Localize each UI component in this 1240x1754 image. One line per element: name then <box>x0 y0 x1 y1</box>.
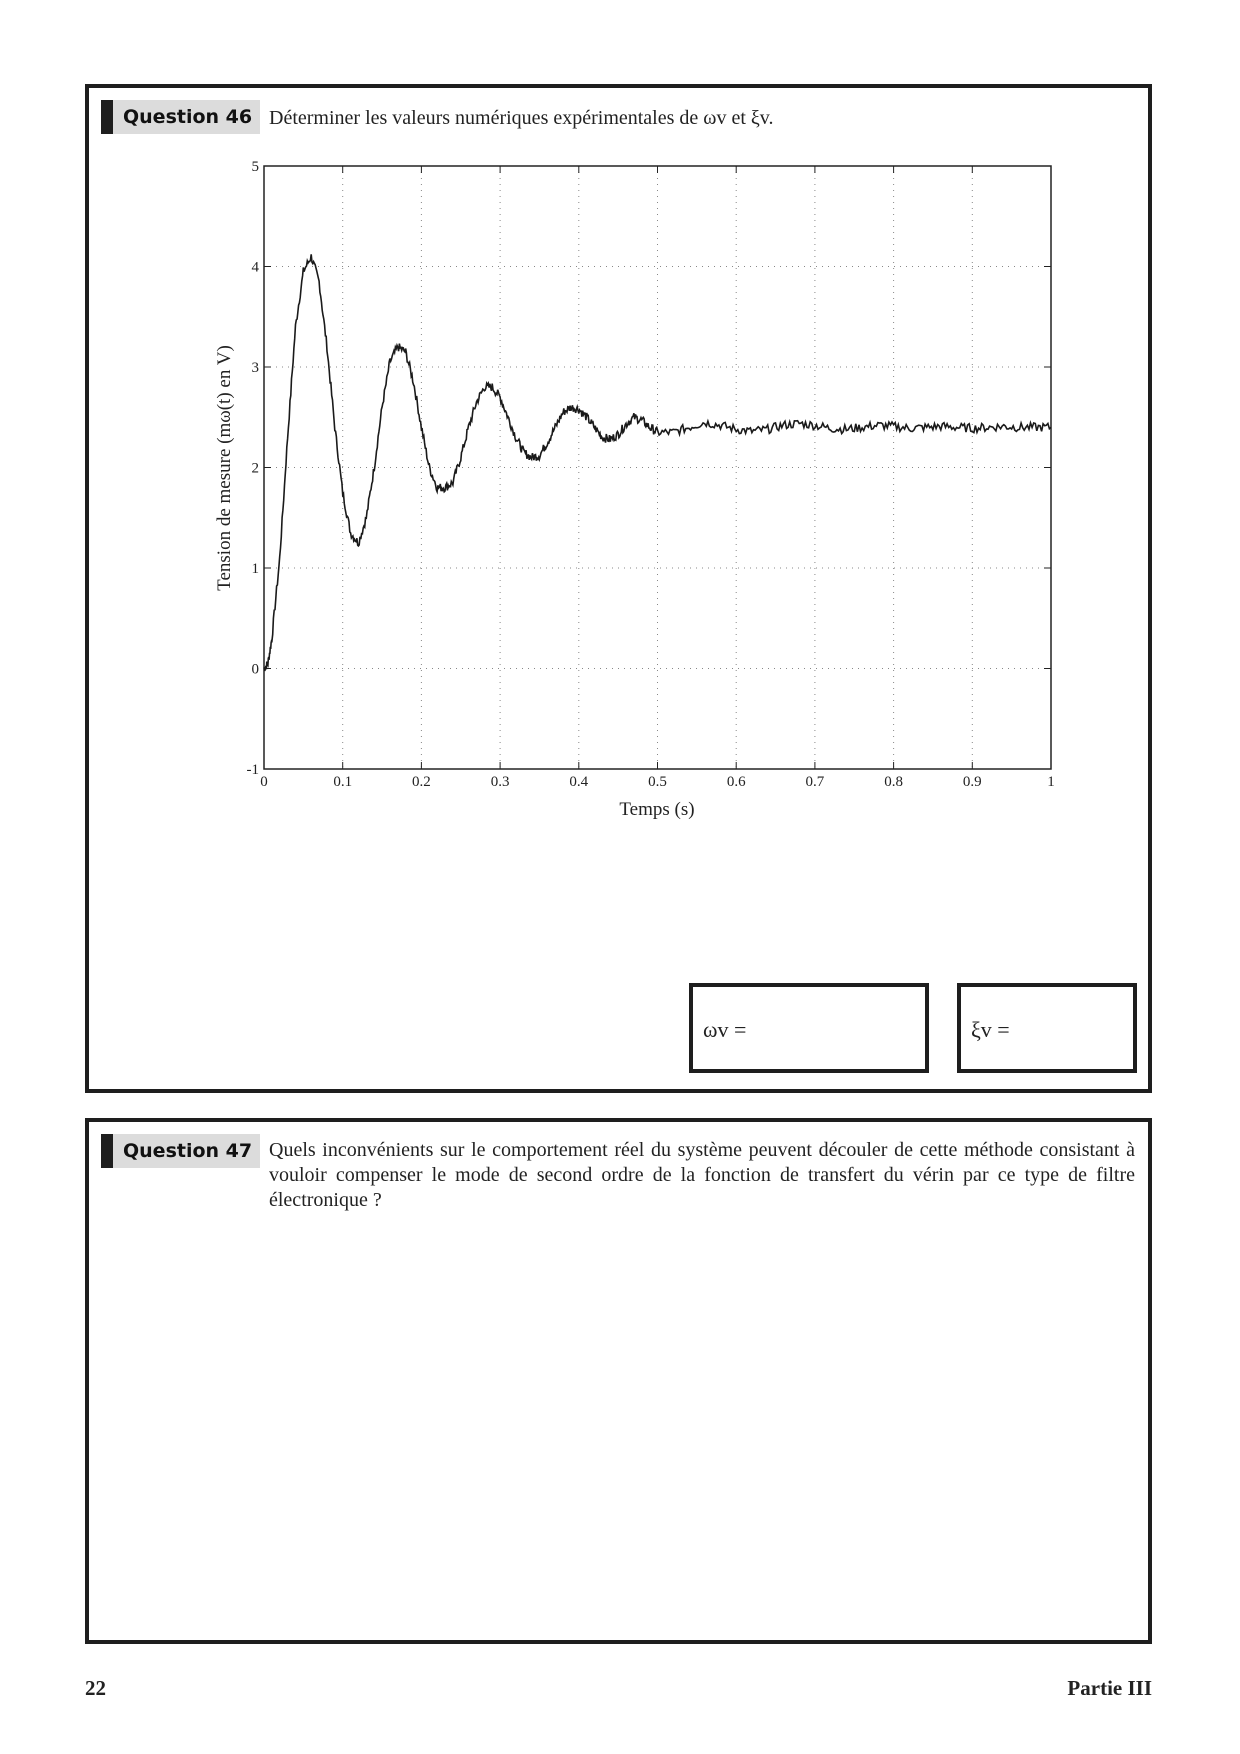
question-47-text: Quels inconvénients sur le comportement réel du système peuvent découler de cette méthode consistant à vouloir compenser le mode de second ordre de la fonction de transfert du vérin par ce type de filtre électronique ? <box>269 1139 1135 1211</box>
omega-answer-label: ωv = <box>703 1017 747 1042</box>
y-axis-label: Tension de mesure (mω(t) en V) <box>214 345 235 591</box>
question-47-box <box>85 1118 1152 1644</box>
x-tick-label: 0.5 <box>648 774 667 790</box>
x-tick-label: 0.2 <box>412 774 431 790</box>
xi-answer-label: ξv = <box>971 1017 1010 1042</box>
x-axis-label: Temps (s) <box>619 799 695 820</box>
y-tick-label: -1 <box>246 762 259 778</box>
x-tick-label: 0.1 <box>333 774 353 790</box>
question-46-text: Déterminer les valeurs numériques expérimentales de ωv et ξv. <box>269 107 774 129</box>
y-tick-label: 5 <box>251 159 259 175</box>
tag-bar <box>101 1134 113 1168</box>
y-tick-label: 0 <box>251 661 259 678</box>
x-tick-label: 0.8 <box>884 774 903 790</box>
question-47-label: Question 47 <box>113 1134 260 1168</box>
omega-answer-box[interactable] <box>689 983 929 1073</box>
question-46-label: Question 46 <box>113 100 260 134</box>
question-47-tag <box>101 1134 260 1168</box>
page-number: 22 <box>85 1676 106 1700</box>
y-tick-label: 4 <box>251 259 259 276</box>
x-tick-label: 0.3 <box>490 774 510 790</box>
chart-grid <box>264 166 1051 769</box>
part-label: Partie III <box>1067 1676 1152 1700</box>
x-tick-label: 1 <box>1047 774 1055 790</box>
y-tick-label: 2 <box>251 460 259 477</box>
x-tick-label: 0.7 <box>805 774 825 790</box>
x-tick-label: 0.6 <box>726 774 746 790</box>
x-tick-label: 0.9 <box>962 774 982 790</box>
x-tick-label: 0 <box>260 774 268 790</box>
chart-ticks <box>247 159 1055 790</box>
x-tick-label: 0.4 <box>569 774 589 790</box>
response-chart <box>89 88 1148 868</box>
y-tick-label: 1 <box>251 561 259 577</box>
xi-answer-box[interactable] <box>957 983 1137 1073</box>
y-tick-label: 3 <box>251 360 259 376</box>
question-46-box <box>85 84 1152 1093</box>
